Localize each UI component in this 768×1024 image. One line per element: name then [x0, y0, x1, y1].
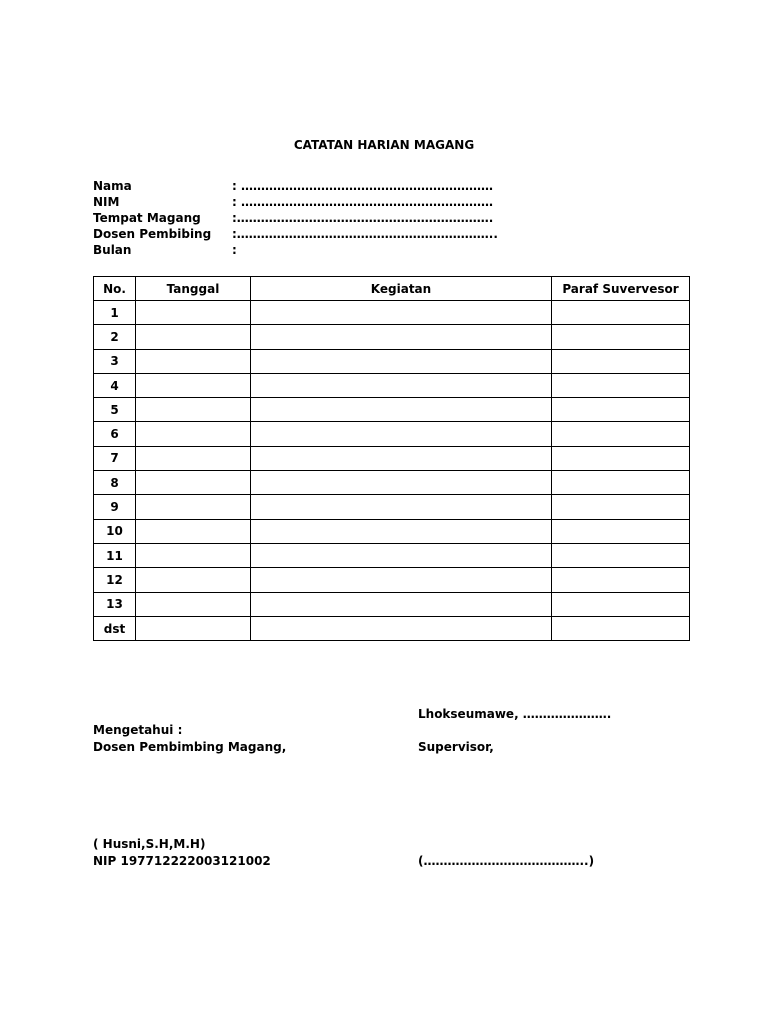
- cell-tanggal[interactable]: [136, 349, 251, 373]
- cell-paraf[interactable]: [552, 301, 690, 325]
- cell-tanggal[interactable]: [136, 616, 251, 640]
- cell-tanggal[interactable]: [136, 373, 251, 397]
- right-signer-name: (…………………………………..): [418, 854, 595, 868]
- cell-paraf[interactable]: [552, 568, 690, 592]
- cell-kegiatan[interactable]: [251, 616, 552, 640]
- table-row: [94, 543, 690, 567]
- row-number: 5: [94, 398, 136, 422]
- table-row: [94, 446, 690, 470]
- cell-paraf[interactable]: [552, 616, 690, 640]
- cell-tanggal[interactable]: [136, 422, 251, 446]
- cell-tanggal[interactable]: [136, 592, 251, 616]
- field-value-tempat-magang: :……………………………………………………….: [232, 211, 494, 225]
- row-number: 3: [94, 349, 136, 373]
- cell-kegiatan[interactable]: [251, 422, 552, 446]
- table-row: [94, 349, 690, 373]
- cell-kegiatan[interactable]: [251, 568, 552, 592]
- row-number: 9: [94, 495, 136, 519]
- cell-tanggal[interactable]: [136, 471, 251, 495]
- field-label-bulan: Bulan: [93, 243, 132, 257]
- field-value-dosen-pembibing: :………………………………………………………..: [232, 227, 498, 241]
- table-row: [94, 592, 690, 616]
- row-number: 6: [94, 422, 136, 446]
- row-number: 7: [94, 446, 136, 470]
- cell-kegiatan[interactable]: [251, 471, 552, 495]
- cell-paraf[interactable]: [552, 471, 690, 495]
- header-no: No.: [94, 277, 136, 301]
- row-number: 1: [94, 301, 136, 325]
- left-signer-nip: NIP 197712222003121002: [93, 854, 271, 868]
- table-row: [94, 519, 690, 543]
- cell-kegiatan[interactable]: [251, 349, 552, 373]
- table-header-row: [94, 277, 690, 301]
- row-number: 12: [94, 568, 136, 592]
- cell-paraf[interactable]: [552, 446, 690, 470]
- cell-kegiatan[interactable]: [251, 325, 552, 349]
- cell-paraf[interactable]: [552, 495, 690, 519]
- row-number: 2: [94, 325, 136, 349]
- row-number: 4: [94, 373, 136, 397]
- cell-paraf[interactable]: [552, 422, 690, 446]
- cell-kegiatan[interactable]: [251, 301, 552, 325]
- table-row: [94, 398, 690, 422]
- cell-tanggal[interactable]: [136, 519, 251, 543]
- cell-tanggal[interactable]: [136, 446, 251, 470]
- table-row: [94, 422, 690, 446]
- left-signer-role: Dosen Pembimbing Magang,: [93, 740, 287, 754]
- left-signer-name: ( Husni,S.H,M.H): [93, 837, 206, 851]
- cell-tanggal[interactable]: [136, 543, 251, 567]
- cell-paraf[interactable]: [552, 519, 690, 543]
- cell-tanggal[interactable]: [136, 568, 251, 592]
- row-number: 10: [94, 519, 136, 543]
- document-title: CATATAN HARIAN MAGANG: [293, 138, 475, 152]
- cell-kegiatan[interactable]: [251, 543, 552, 567]
- acknowledge-label: Mengetahui :: [93, 723, 183, 737]
- field-value-nim: : ………………………………………………………: [232, 195, 493, 209]
- field-label-dosen-pembibing: Dosen Pembibing: [93, 227, 212, 241]
- cell-kegiatan[interactable]: [251, 519, 552, 543]
- cell-kegiatan[interactable]: [251, 398, 552, 422]
- table-row: [94, 325, 690, 349]
- cell-paraf[interactable]: [552, 325, 690, 349]
- cell-kegiatan[interactable]: [251, 446, 552, 470]
- cell-tanggal[interactable]: [136, 495, 251, 519]
- cell-kegiatan[interactable]: [251, 373, 552, 397]
- row-number: 13: [94, 592, 136, 616]
- field-label-nama: Nama: [93, 179, 132, 193]
- header-tanggal: Tanggal: [136, 277, 251, 301]
- table-row: [94, 495, 690, 519]
- header-paraf-suvervesor: Paraf Suvervesor: [552, 277, 690, 301]
- table-row: [94, 301, 690, 325]
- cell-paraf[interactable]: [552, 373, 690, 397]
- cell-kegiatan[interactable]: [251, 495, 552, 519]
- cell-paraf[interactable]: [552, 398, 690, 422]
- cell-paraf[interactable]: [552, 543, 690, 567]
- cell-tanggal[interactable]: [136, 301, 251, 325]
- table-row: [94, 471, 690, 495]
- right-signer-role: Supervisor,: [418, 740, 494, 754]
- field-label-nim: NIM: [93, 195, 120, 209]
- cell-tanggal[interactable]: [136, 325, 251, 349]
- cell-kegiatan[interactable]: [251, 592, 552, 616]
- field-value-nama: : ………………………………………………………: [232, 179, 493, 193]
- field-label-tempat-magang: Tempat Magang: [93, 211, 201, 225]
- row-number: 11: [94, 543, 136, 567]
- row-number: dst: [94, 616, 136, 640]
- cell-tanggal[interactable]: [136, 398, 251, 422]
- activity-log-table: [93, 276, 690, 641]
- cell-paraf[interactable]: [552, 592, 690, 616]
- row-number: 8: [94, 471, 136, 495]
- place-date: Lhokseumawe, ………………….: [418, 707, 612, 721]
- cell-paraf[interactable]: [552, 349, 690, 373]
- table-row: [94, 373, 690, 397]
- table-row: [94, 568, 690, 592]
- header-kegiatan: Kegiatan: [251, 277, 552, 301]
- table-row: [94, 616, 690, 640]
- field-value-bulan: :: [232, 243, 237, 257]
